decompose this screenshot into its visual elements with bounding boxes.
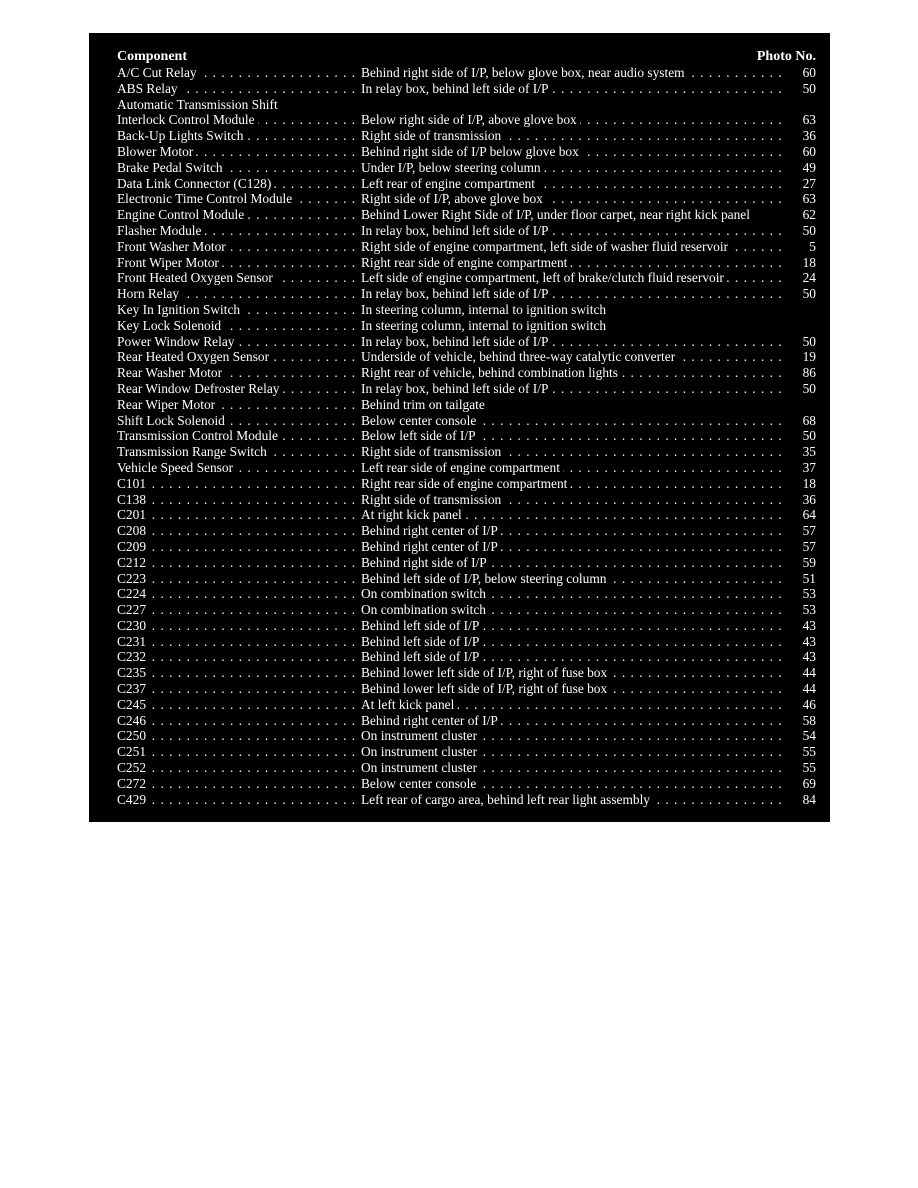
table-row bbox=[117, 144, 818, 160]
photo-number: 55 bbox=[802, 760, 816, 776]
photo-number: 50 bbox=[802, 428, 816, 444]
table-body bbox=[117, 65, 818, 807]
component-name: Rear Wiper Motor bbox=[117, 397, 218, 412]
component-name: C232 bbox=[117, 649, 149, 664]
table-row bbox=[117, 255, 818, 271]
table-row bbox=[117, 602, 818, 618]
location-text: Below right side of I/P, above glove box bbox=[361, 112, 580, 127]
component-cell bbox=[117, 81, 361, 97]
component-cell bbox=[117, 460, 361, 476]
photo-number: 27 bbox=[802, 175, 816, 191]
location-text: Below center console bbox=[361, 776, 479, 791]
table-row bbox=[117, 586, 818, 602]
component-cell bbox=[117, 697, 361, 713]
location-cell bbox=[361, 97, 786, 113]
photo-number: 44 bbox=[802, 681, 816, 697]
table-row bbox=[117, 270, 818, 286]
photo-number: 86 bbox=[802, 365, 816, 381]
component-name: Transmission Control Module bbox=[117, 428, 281, 443]
location-cell bbox=[361, 334, 786, 350]
component-name: A/C Cut Relay bbox=[117, 65, 200, 80]
photo-number: 43 bbox=[802, 633, 816, 649]
photo-number: 69 bbox=[802, 775, 816, 791]
component-cell bbox=[117, 207, 361, 223]
table-row bbox=[117, 523, 818, 539]
component-name: C245 bbox=[117, 697, 149, 712]
table-row bbox=[117, 413, 818, 429]
component-name: C251 bbox=[117, 744, 149, 759]
photo-number: 46 bbox=[802, 696, 816, 712]
location-text: Left rear of cargo area, behind left rear light assembly bbox=[361, 792, 653, 807]
photo-number-column-header: Photo No. bbox=[756, 49, 816, 64]
component-name: C227 bbox=[117, 602, 149, 617]
location-cell bbox=[361, 476, 786, 492]
location-text: On combination switch bbox=[361, 586, 489, 601]
component-cell bbox=[117, 270, 361, 286]
photo-number: 63 bbox=[802, 191, 816, 207]
location-text: Behind right center of I/P bbox=[361, 523, 501, 538]
table-row bbox=[117, 81, 818, 97]
location-cell bbox=[361, 665, 786, 681]
location-text: On combination switch bbox=[361, 602, 489, 617]
photo-number: 68 bbox=[802, 412, 816, 428]
photo-number: 62 bbox=[802, 207, 816, 223]
component-name: C223 bbox=[117, 571, 149, 586]
table-row bbox=[117, 476, 818, 492]
photo-number: 59 bbox=[802, 554, 816, 570]
location-text: Right side of transmission bbox=[361, 128, 504, 143]
location-text: Right rear of vehicle, behind combination lights bbox=[361, 365, 621, 380]
component-cell bbox=[117, 428, 361, 444]
component-cell bbox=[117, 413, 361, 429]
location-text: Behind right center of I/P bbox=[361, 713, 501, 728]
component-name: Flasher Module bbox=[117, 223, 204, 238]
component-name: C209 bbox=[117, 539, 149, 554]
component-name: Front Heated Oxygen Sensor bbox=[117, 270, 276, 285]
component-cell bbox=[117, 476, 361, 492]
location-cell bbox=[361, 349, 786, 365]
photo-number: 84 bbox=[802, 791, 816, 807]
location-text: Behind lower left side of I/P, right of fuse box bbox=[361, 665, 610, 680]
location-text: Behind trim on tailgate bbox=[361, 397, 488, 412]
location-cell bbox=[361, 81, 786, 97]
photo-number: 50 bbox=[802, 286, 816, 302]
location-cell bbox=[361, 255, 786, 271]
photo-number: 54 bbox=[802, 728, 816, 744]
table-row bbox=[117, 681, 818, 697]
location-cell bbox=[361, 713, 786, 729]
component-name: ABS Relay bbox=[117, 81, 181, 96]
location-cell bbox=[361, 160, 786, 176]
location-cell bbox=[361, 286, 786, 302]
table-row bbox=[117, 555, 818, 571]
photo-number: 49 bbox=[802, 159, 816, 175]
location-cell bbox=[361, 239, 786, 255]
table-row bbox=[117, 697, 818, 713]
component-cell bbox=[117, 349, 361, 365]
table-header bbox=[117, 49, 818, 65]
location-cell bbox=[361, 760, 786, 776]
location-text: In relay box, behind left side of I/P bbox=[361, 223, 551, 238]
component-name: Automatic Transmission Shift bbox=[117, 97, 281, 112]
location-text: Under I/P, below steering column bbox=[361, 160, 544, 175]
location-text: In steering column, internal to ignition switch bbox=[361, 318, 609, 333]
location-cell bbox=[361, 128, 786, 144]
component-cell bbox=[117, 571, 361, 587]
component-cell bbox=[117, 176, 361, 192]
component-cell bbox=[117, 128, 361, 144]
photo-number: 60 bbox=[802, 143, 816, 159]
component-name: C230 bbox=[117, 618, 149, 633]
table-row bbox=[117, 397, 818, 413]
component-cell bbox=[117, 792, 361, 808]
component-name: C237 bbox=[117, 681, 149, 696]
location-cell bbox=[361, 776, 786, 792]
component-name: Interlock Control Module bbox=[117, 112, 258, 127]
table-row bbox=[117, 381, 818, 397]
photo-number: 43 bbox=[802, 617, 816, 633]
component-cell bbox=[117, 191, 361, 207]
component-name: Key Lock Solenoid bbox=[117, 318, 224, 333]
location-text: Below left side of I/P bbox=[361, 428, 479, 443]
location-cell bbox=[361, 270, 786, 286]
location-cell bbox=[361, 207, 786, 223]
component-cell bbox=[117, 255, 361, 271]
table-row bbox=[117, 492, 818, 508]
component-cell bbox=[117, 65, 361, 81]
component-cell bbox=[117, 397, 361, 413]
component-cell bbox=[117, 681, 361, 697]
component-name: Blower Motor bbox=[117, 144, 196, 159]
component-name: Front Washer Motor bbox=[117, 239, 229, 254]
component-name: C224 bbox=[117, 586, 149, 601]
location-cell bbox=[361, 555, 786, 571]
table-row bbox=[117, 97, 818, 113]
table-row bbox=[117, 618, 818, 634]
location-text: Behind left side of I/P bbox=[361, 634, 482, 649]
photo-number: 24 bbox=[802, 270, 816, 286]
location-cell bbox=[361, 792, 786, 808]
table-row bbox=[117, 665, 818, 681]
location-text: At left kick panel bbox=[361, 697, 457, 712]
location-cell bbox=[361, 507, 786, 523]
component-cell bbox=[117, 334, 361, 350]
location-text: On instrument cluster bbox=[361, 760, 480, 775]
component-name: Back-Up Lights Switch bbox=[117, 128, 246, 143]
location-cell bbox=[361, 444, 786, 460]
location-text: In relay box, behind left side of I/P bbox=[361, 286, 551, 301]
table-row bbox=[117, 507, 818, 523]
table-row bbox=[117, 334, 818, 350]
location-text: Right rear side of engine compartment bbox=[361, 255, 570, 270]
component-cell bbox=[117, 649, 361, 665]
location-cell bbox=[361, 697, 786, 713]
location-cell bbox=[361, 634, 786, 650]
location-cell bbox=[361, 176, 786, 192]
component-name: Vehicle Speed Sensor bbox=[117, 460, 236, 475]
component-name: Engine Control Module bbox=[117, 207, 247, 222]
table-row bbox=[117, 539, 818, 555]
component-name: C201 bbox=[117, 507, 149, 522]
component-cell bbox=[117, 760, 361, 776]
location-cell bbox=[361, 571, 786, 587]
component-cell bbox=[117, 618, 361, 634]
location-cell bbox=[361, 744, 786, 760]
table-row bbox=[117, 112, 818, 128]
location-text: Behind left side of I/P bbox=[361, 649, 482, 664]
component-name: Brake Pedal Switch bbox=[117, 160, 226, 175]
component-name: C212 bbox=[117, 555, 149, 570]
table-row bbox=[117, 207, 818, 223]
table-row bbox=[117, 65, 818, 81]
photo-number: 50 bbox=[802, 333, 816, 349]
table-row bbox=[117, 444, 818, 460]
component-name: Rear Washer Motor bbox=[117, 365, 225, 380]
component-name: Transmission Range Switch bbox=[117, 444, 270, 459]
component-cell bbox=[117, 602, 361, 618]
component-cell bbox=[117, 160, 361, 176]
location-cell bbox=[361, 302, 786, 318]
location-cell bbox=[361, 649, 786, 665]
location-cell bbox=[361, 144, 786, 160]
location-text: In relay box, behind left side of I/P bbox=[361, 81, 551, 96]
component-cell bbox=[117, 97, 361, 113]
location-cell bbox=[361, 381, 786, 397]
location-cell bbox=[361, 460, 786, 476]
component-cell bbox=[117, 586, 361, 602]
location-cell bbox=[361, 728, 786, 744]
location-text: On instrument cluster bbox=[361, 744, 480, 759]
photo-number: 50 bbox=[802, 80, 816, 96]
component-name: Electronic Time Control Module bbox=[117, 191, 295, 206]
table-row bbox=[117, 365, 818, 381]
location-text: Behind left side of I/P, below steering column bbox=[361, 571, 609, 586]
photo-number: 35 bbox=[802, 444, 816, 460]
location-text: At right kick panel bbox=[361, 507, 465, 522]
component-column-header: Component bbox=[117, 49, 188, 64]
table-row bbox=[117, 176, 818, 192]
location-text: Left rear side of engine compartment bbox=[361, 460, 563, 475]
photo-number: 50 bbox=[802, 380, 816, 396]
photo-number: 36 bbox=[802, 491, 816, 507]
photo-number: 53 bbox=[802, 602, 816, 618]
component-name: Key In Ignition Switch bbox=[117, 302, 243, 317]
table-row bbox=[117, 728, 818, 744]
component-name: Data Link Connector (C128) bbox=[117, 176, 274, 191]
component-name: C250 bbox=[117, 728, 149, 743]
location-text: Behind lower left side of I/P, right of fuse box bbox=[361, 681, 610, 696]
table-row bbox=[117, 744, 818, 760]
photo-number: 51 bbox=[802, 570, 816, 586]
component-cell bbox=[117, 634, 361, 650]
component-cell bbox=[117, 223, 361, 239]
location-text: Right side of transmission bbox=[361, 492, 504, 507]
component-cell bbox=[117, 318, 361, 334]
table-row bbox=[117, 160, 818, 176]
photo-number: 5 bbox=[809, 238, 816, 254]
location-text: Behind Lower Right Side of I/P, under floor carpet, near right kick panel bbox=[361, 207, 753, 222]
location-cell bbox=[361, 397, 786, 413]
component-cell bbox=[117, 381, 361, 397]
table-row bbox=[117, 191, 818, 207]
location-text: Left side of engine compartment, left of brake/clutch fluid reservoir bbox=[361, 270, 727, 285]
table-row bbox=[117, 760, 818, 776]
photo-number: 43 bbox=[802, 649, 816, 665]
location-text: Right rear side of engine compartment bbox=[361, 476, 570, 491]
component-name: Front Wiper Motor bbox=[117, 255, 222, 270]
location-cell bbox=[361, 191, 786, 207]
location-text: On instrument cluster bbox=[361, 728, 480, 743]
photo-number: 57 bbox=[802, 538, 816, 554]
location-cell bbox=[361, 492, 786, 508]
component-cell bbox=[117, 665, 361, 681]
location-text: Behind right side of I/P, below glove box, near audio system bbox=[361, 65, 688, 80]
component-name: Rear Heated Oxygen Sensor bbox=[117, 349, 272, 364]
table-row bbox=[117, 128, 818, 144]
location-cell bbox=[361, 318, 786, 334]
location-cell bbox=[361, 223, 786, 239]
location-text: In relay box, behind left side of I/P bbox=[361, 334, 551, 349]
component-name: Horn Relay bbox=[117, 286, 182, 301]
photo-number: 60 bbox=[802, 65, 816, 80]
component-cell bbox=[117, 492, 361, 508]
location-cell bbox=[361, 539, 786, 555]
component-cell bbox=[117, 286, 361, 302]
table-row bbox=[117, 776, 818, 792]
table-row bbox=[117, 634, 818, 650]
location-text: In relay box, behind left side of I/P bbox=[361, 381, 551, 396]
table-row bbox=[117, 571, 818, 587]
location-text: Left rear of engine compartment bbox=[361, 176, 538, 191]
component-cell bbox=[117, 444, 361, 460]
component-cell bbox=[117, 239, 361, 255]
table-row bbox=[117, 318, 818, 334]
component-cell bbox=[117, 507, 361, 523]
photo-number: 57 bbox=[802, 523, 816, 539]
table-row bbox=[117, 713, 818, 729]
location-text: Behind right side of I/P bbox=[361, 555, 490, 570]
location-cell bbox=[361, 602, 786, 618]
location-text: In steering column, internal to ignition switch bbox=[361, 302, 609, 317]
photo-number: 55 bbox=[802, 744, 816, 760]
photo-number: 18 bbox=[802, 475, 816, 491]
table-row bbox=[117, 223, 818, 239]
location-cell bbox=[361, 681, 786, 697]
table-row bbox=[117, 649, 818, 665]
component-name: C252 bbox=[117, 760, 149, 775]
component-name: C101 bbox=[117, 476, 149, 491]
component-cell bbox=[117, 744, 361, 760]
photo-number: 18 bbox=[802, 254, 816, 270]
component-cell bbox=[117, 365, 361, 381]
location-cell bbox=[361, 65, 786, 81]
location-text: Behind left side of I/P bbox=[361, 618, 482, 633]
location-cell bbox=[361, 586, 786, 602]
photo-number: 36 bbox=[802, 128, 816, 144]
table-row bbox=[117, 286, 818, 302]
component-cell bbox=[117, 776, 361, 792]
component-cell bbox=[117, 728, 361, 744]
component-cell bbox=[117, 523, 361, 539]
component-name: C246 bbox=[117, 713, 149, 728]
component-name: C138 bbox=[117, 492, 149, 507]
component-cell bbox=[117, 112, 361, 128]
photo-number: 64 bbox=[802, 507, 816, 523]
location-text: Right side of transmission bbox=[361, 444, 504, 459]
location-text bbox=[361, 97, 364, 112]
location-cell bbox=[361, 365, 786, 381]
component-cell bbox=[117, 713, 361, 729]
location-cell bbox=[361, 523, 786, 539]
component-cell bbox=[117, 302, 361, 318]
location-text: Right side of I/P, above glove box bbox=[361, 191, 546, 206]
table-row bbox=[117, 460, 818, 476]
location-cell bbox=[361, 428, 786, 444]
location-text: Behind right center of I/P bbox=[361, 539, 501, 554]
component-name: C429 bbox=[117, 792, 149, 807]
component-name: C235 bbox=[117, 665, 149, 680]
table-row bbox=[117, 792, 818, 808]
location-cell bbox=[361, 413, 786, 429]
component-name: C231 bbox=[117, 634, 149, 649]
location-text: Below center console bbox=[361, 413, 479, 428]
photo-number: 58 bbox=[802, 712, 816, 728]
component-location-table bbox=[89, 33, 830, 822]
component-cell bbox=[117, 555, 361, 571]
table-row bbox=[117, 428, 818, 444]
table-row bbox=[117, 349, 818, 365]
table-row bbox=[117, 302, 818, 318]
table-row bbox=[117, 239, 818, 255]
component-name: C208 bbox=[117, 523, 149, 538]
photo-number: 19 bbox=[802, 349, 816, 365]
photo-number: 44 bbox=[802, 665, 816, 681]
component-cell bbox=[117, 539, 361, 555]
location-text: Right side of engine compartment, left side of washer fluid reservoir bbox=[361, 239, 731, 254]
photo-number: 37 bbox=[802, 459, 816, 475]
component-name: Shift Lock Solenoid bbox=[117, 413, 228, 428]
photo-number: 50 bbox=[802, 222, 816, 238]
photo-number: 53 bbox=[802, 586, 816, 602]
location-text: Underside of vehicle, behind three-way catalytic converter bbox=[361, 349, 678, 364]
location-cell bbox=[361, 112, 786, 128]
component-name: Power Window Relay bbox=[117, 334, 237, 349]
component-cell bbox=[117, 144, 361, 160]
component-name: Rear Window Defroster Relay bbox=[117, 381, 282, 396]
component-name: C272 bbox=[117, 776, 149, 791]
location-text: Behind right side of I/P below glove box bbox=[361, 144, 582, 159]
location-cell bbox=[361, 618, 786, 634]
photo-number: 63 bbox=[802, 112, 816, 128]
